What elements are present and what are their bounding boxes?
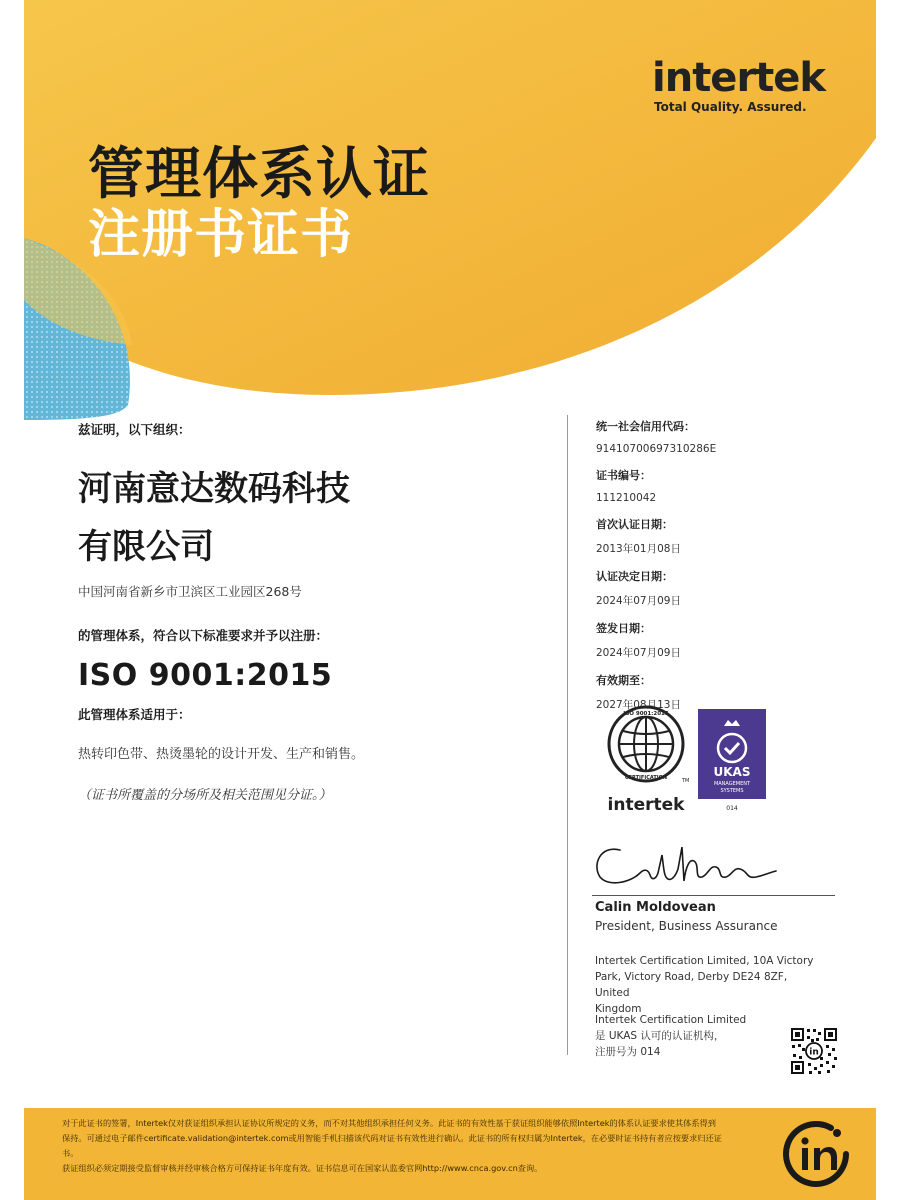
certificate-title-line1: 管理体系认证: [88, 142, 430, 207]
issuer-address-line2: Park, Victory Road, Derby DE24 8ZF, United: [595, 971, 788, 999]
signer-name: Calin Moldovean: [595, 900, 716, 915]
footer-terms: [62, 1116, 762, 1176]
intertek-logo: [652, 55, 826, 114]
footer-line2: 保持。可通过电子邮件certificate.validation@intertek.com或用智能手机扫描该代码对证书有效性进行确认。此证书的所有权归属为Intertek，在必要时证书持有者应按要求归还证: [62, 1133, 722, 1143]
signature: [590, 835, 790, 895]
initial-date-label: 首次认证日期：: [596, 518, 673, 531]
certificate-info: [596, 418, 856, 724]
expiry-date-label: 有效期至：: [596, 674, 651, 687]
logo-wordmark: intertek: [652, 55, 826, 101]
standard-name: ISO 9001:2015: [78, 658, 333, 693]
intertek-in-icon: [776, 1114, 856, 1194]
ukas-mark: [698, 709, 766, 812]
ukas-number: 014: [726, 805, 738, 812]
issue-date-label: 签发日期：: [596, 622, 651, 635]
initial-date-value: 2013年01月08日: [596, 543, 681, 555]
decision-date-label: 认证决定日期：: [596, 570, 673, 583]
expiry-date-value: 2027年08月13日: [596, 699, 681, 711]
company-name-line1: 河南意达数码科技: [78, 469, 350, 509]
certificate-number-value: 111210042: [596, 492, 657, 504]
issuer-address-line3: Kingdom: [595, 1003, 642, 1015]
signer-block: [595, 900, 778, 933]
footer-line4: 获证组织必须定期接受监督审核并经审核合格方可保持证书年度有效。证书信息可在国家认监委官网http://www.cnca.gov.cn查询。: [62, 1163, 543, 1173]
accreditation-line3: 注册号为 014: [595, 1046, 661, 1058]
scope-intro: 此管理体系适用于：: [78, 707, 191, 722]
iso-mark-wordmark: intertek: [607, 795, 685, 815]
signer-title: President, Business Assurance: [595, 919, 778, 933]
footer-line1: 对于此证书的签署，Intertek仅对获证组织承担认证协议所规定的义务，而不对其他组织承担任何义务。此证书的有效性基于获证组织能够依照Intertek的体系认证要求使其体系得到: [62, 1118, 716, 1128]
column-divider: [567, 415, 568, 1055]
iso-ring-top-text: ISO 9001:2015: [623, 711, 669, 717]
accreditation-line1: Intertek Certification Limited: [595, 1014, 747, 1026]
company-name-line2: 有限公司: [78, 527, 214, 567]
logo-tagline: Total Quality. Assured.: [654, 100, 807, 114]
certificate-number-label: 证书编号：: [596, 469, 651, 482]
svg-text:in: in: [809, 1047, 819, 1058]
issue-date-value: 2024年07月09日: [596, 647, 681, 659]
ukas-subtitle-1: MANAGEMENT: [713, 781, 751, 787]
certify-intro: 兹证明，以下组织：: [78, 422, 191, 437]
accreditation-line2: 是 UKAS 认可的认证机构，: [595, 1030, 725, 1042]
ukas-title: UKAS: [713, 765, 751, 779]
credit-code-value: 91410700697310286E: [596, 443, 717, 455]
accreditation-marks: [606, 704, 786, 819]
certification-details: [78, 420, 548, 803]
company-address: 中国河南省新乡市卫滨区工业园区268号: [78, 584, 302, 599]
footer-line3: 书。: [62, 1148, 79, 1158]
signature-line: [592, 895, 835, 896]
standard-intro: 的管理体系，符合以下标准要求并予以注册：: [78, 628, 329, 643]
accreditation-statement: [595, 1012, 785, 1060]
scope-text: 热转印色带、热烫墨轮的设计开发、生产和销售。: [78, 747, 365, 762]
decision-date-value: 2024年07月09日: [596, 595, 681, 607]
iso-certification-mark: [608, 707, 690, 815]
sites-note: （证书所覆盖的分场所及相关范围见分证。）: [78, 788, 332, 803]
certificate-title-line2: 注册书证书: [88, 205, 354, 265]
footer-band: [24, 1108, 876, 1200]
issuer-address: [595, 953, 825, 1017]
qr-code[interactable]: [790, 1027, 838, 1075]
iso-ring-bottom-text: CERTIFICATION: [624, 775, 668, 781]
trademark-text: TM: [682, 778, 690, 784]
ukas-subtitle-2: SYSTEMS: [720, 788, 744, 794]
issuer-address-line1: Intertek Certification Limited, 10A Victory: [595, 955, 814, 967]
credit-code-label: 统一社会信用代码：: [596, 420, 695, 433]
